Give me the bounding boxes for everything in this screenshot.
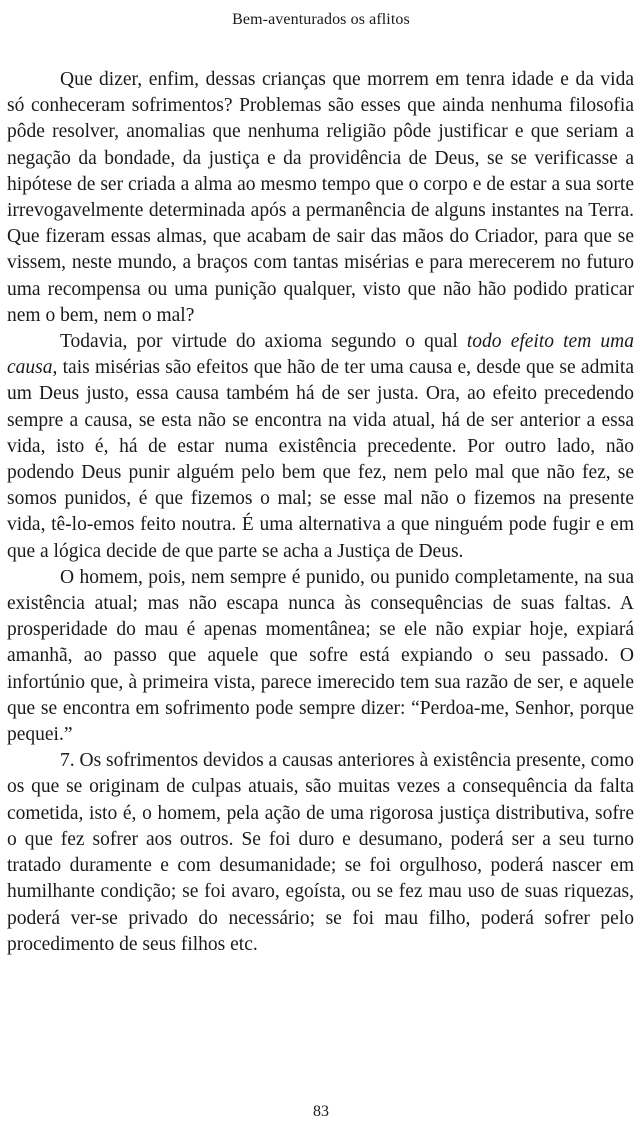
paragraph-punishment: O homem, pois, nem sempre é punido, ou punido completamente, na sua existência atual; mas não escapa nunca às consequências de suas faltas. A prosperidade do mau é apenas momentânea; se ele não expiar hoje, expiará amanhã, ao passo que aquele que sofre está expiando o seu passado. O infortúnio que, à primeira vista, parece imerecido tem sua razão de ser, e aquele que se encontra em sofrimento pode sempre dizer: “Perdoa-me, Senhor, porque pequei.” — [7, 566, 634, 746]
running-head: Bem-aventurados os aflitos — [232, 11, 410, 28]
paragraph-text-after: , tais misérias são efeitos que hão de ter uma causa e, desde que se admita um Deus justo, essa causa também há de ser justa. Ora, ao efeito precedendo sempre a causa, se esta não se encontra na vida atual, há de ser anterior a essa vida, isto é, há de estar numa existência precedente. Por outro lado, não podendo Deus punir alguém pelo bem que fez, nem pelo mal que não fez, se somos punidos, é que fizemos o mal; se esse mal não o fizemos na presente vida, tê-lo-emos feito noutra. É uma alternativa a que ninguém pode fugir e em que a lógica decide de que parte se acha a Justiça de Deus. — [7, 357, 634, 562]
paragraph-text-before: Todavia, por virtude do axioma segundo o qual — [60, 331, 467, 353]
paragraph-children-suffering: Que dizer, enfim, dessas crianças que morrem em tenra idade e da vida só conheceram sofrimentos? Problemas são esses que ainda nenhuma filosofia pôde resolver, anomalias que nenhuma religião pôde justificar e que seriam a negação da bondade, da justiça e da providência de Deus, se se verificasse a hipótese de ser criada a alma ao mesmo tempo que o corpo e de estar a sua sorte irrevogavelmente determinada após a permanência de alguns instantes na Terra. Que fizeram essas almas, que acabam de sair das mãos do Criador, para que se vissem, neste mundo, a braços com tantas misérias e para merecerem no futuro uma recompensa ou uma punição qualquer, visto que não hão podido praticar nem o bem, nem o mal? — [7, 69, 634, 326]
axiom-italic: todo efeito tem uma causa — [7, 331, 635, 379]
body-text — [7, 67, 634, 958]
page-number: 83 — [313, 1103, 329, 1120]
paragraph-section-7: 7. Os sofrimentos devidos a causas anteriores à existência presente, como os que se originam de culpas atuais, são muitas vezes a consequência da falta cometida, isto é, o homem, pela ação de uma rigorosa justiça distributiva, sofre o que fez sofrer aos outros. Se foi duro e desumano, poderá ser a seu turno tratado duramente e com desumanidade; se foi orgulhoso, poderá nascer em humilhante condição; se foi avaro, egoísta, ou se fez mau uso de suas riquezas, poderá ver-se privado do necessário; se foi mau filho, poderá sofrer pelo procedimento de seus filhos etc. — [7, 750, 634, 955]
paragraph-cause-and-effect — [7, 329, 634, 565]
